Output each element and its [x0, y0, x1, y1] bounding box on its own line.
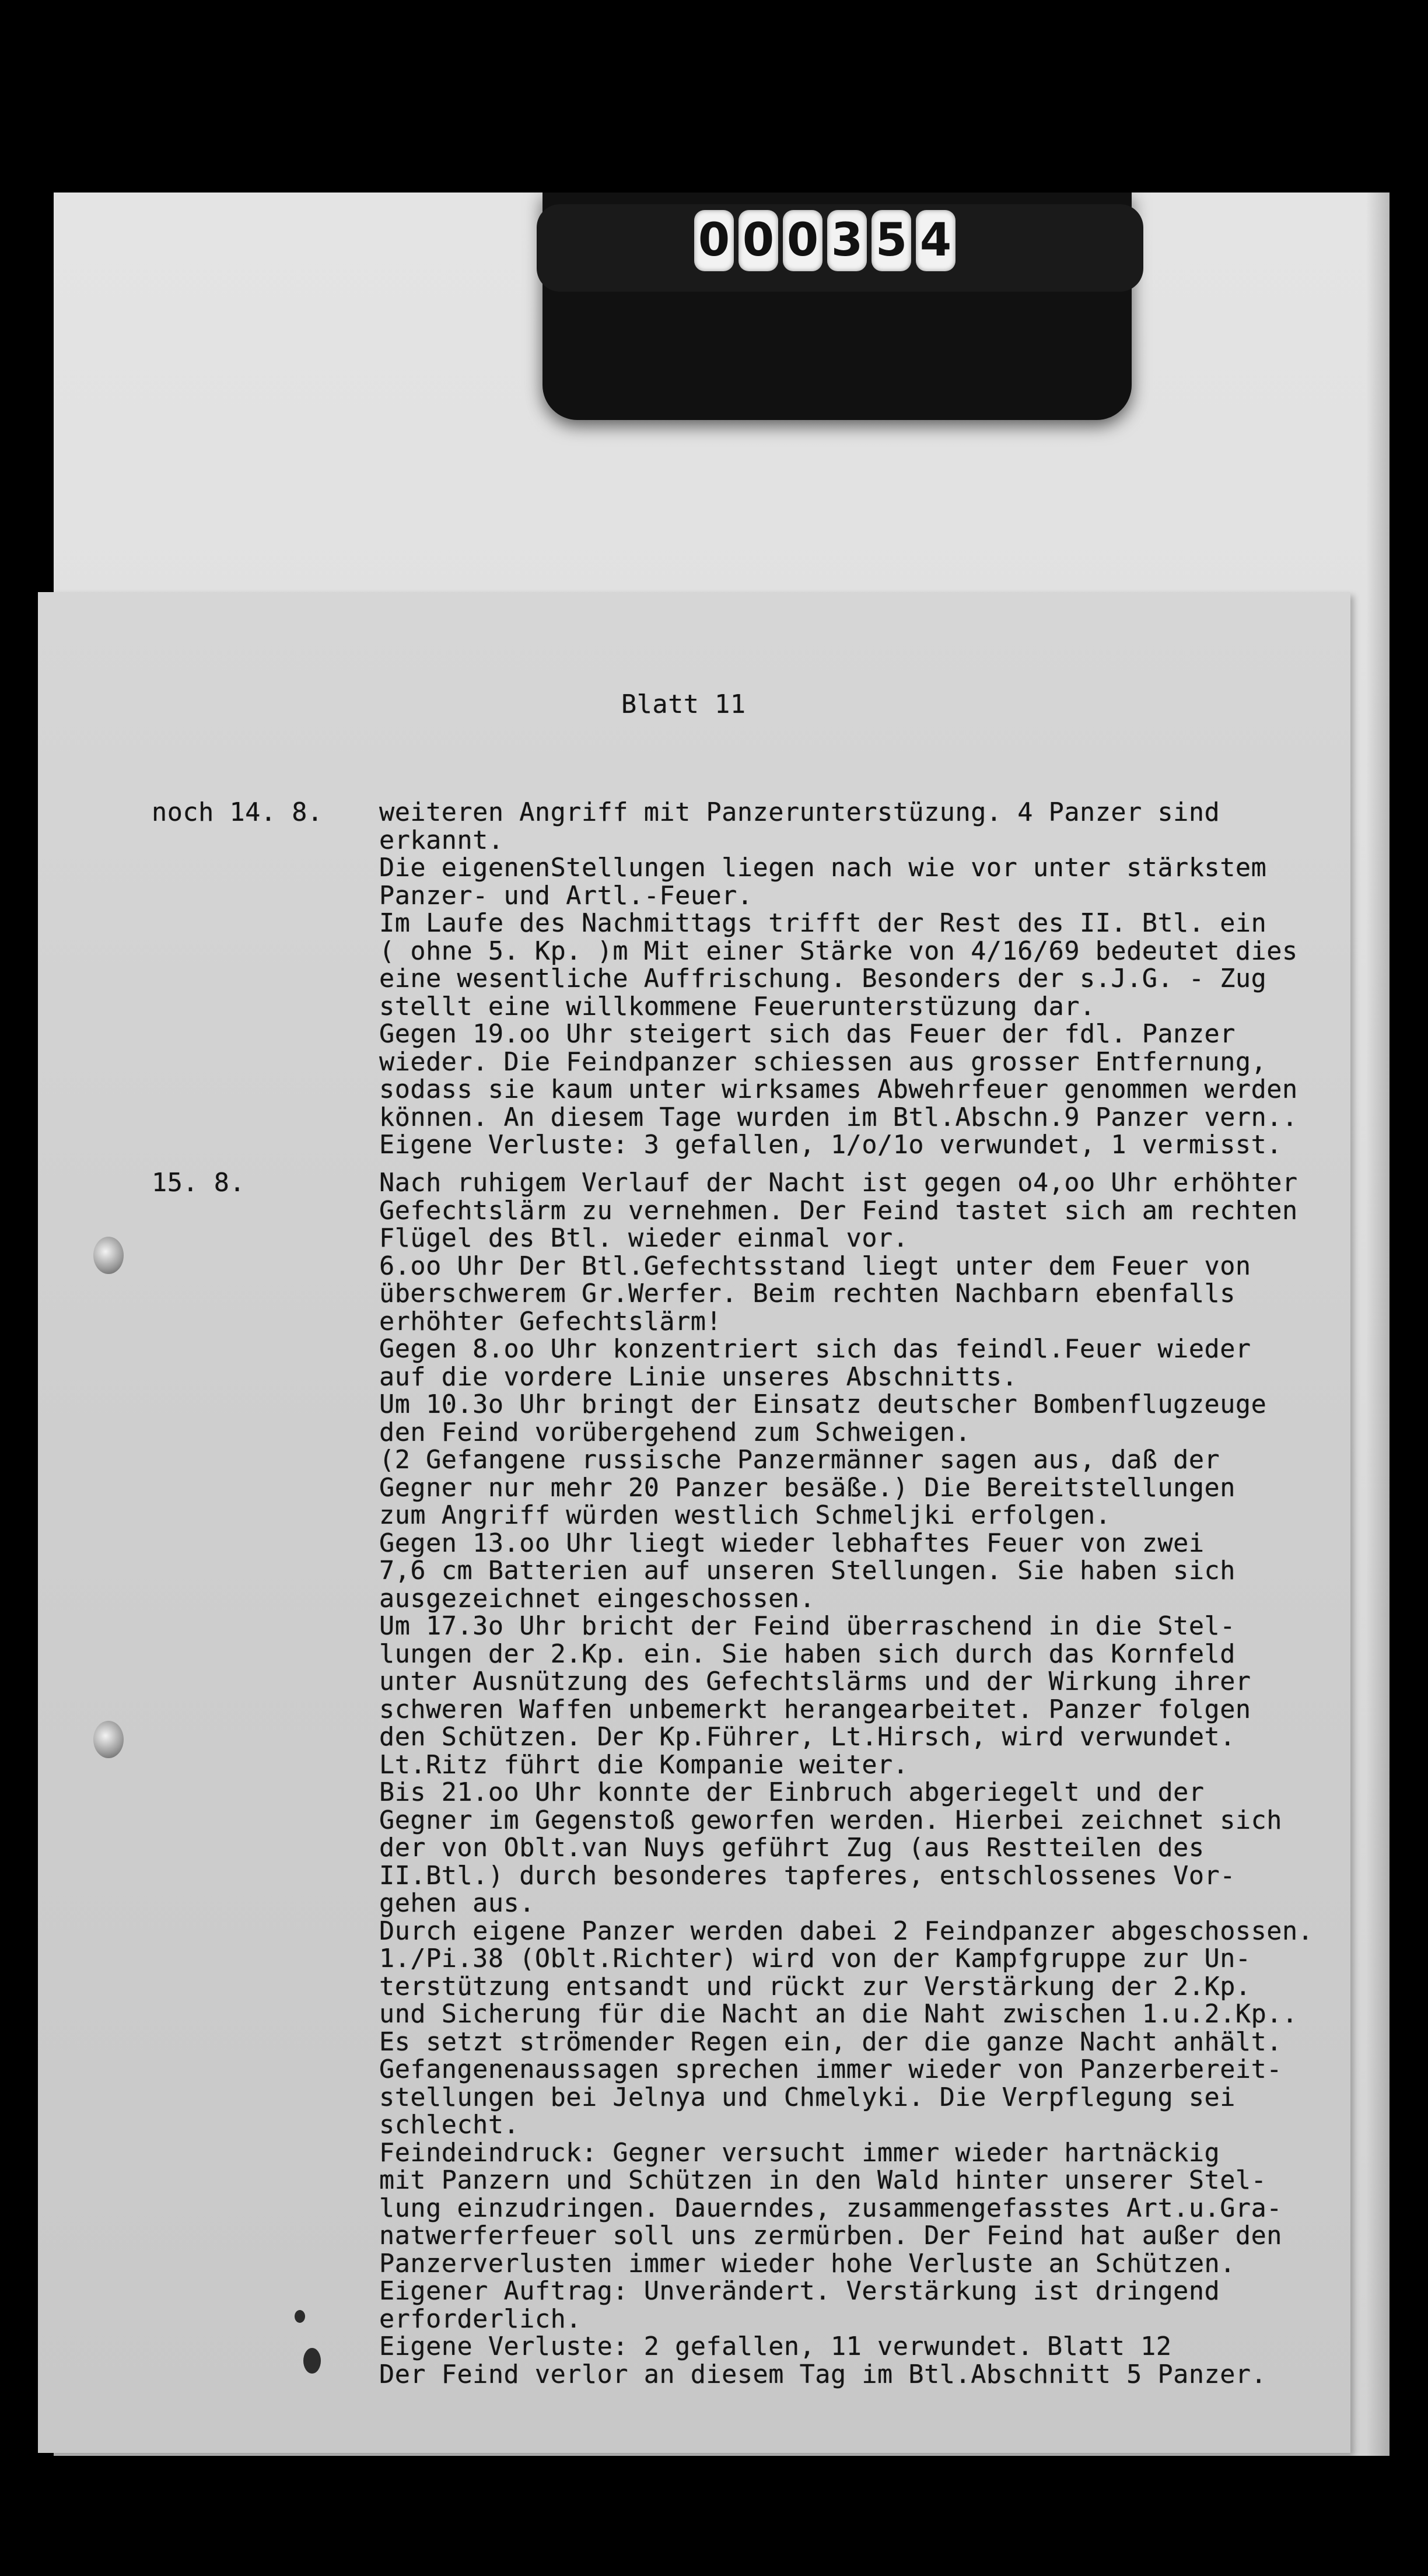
entry-line: Um 17.3o Uhr bricht der Feind überraschend in die Stel-: [379, 1612, 1236, 1641]
counter-digit: 0: [783, 210, 822, 271]
punch-hole: [93, 1721, 124, 1758]
entry-line: Eigene Verluste: 2 gefallen, 11 verwundet.: [379, 2332, 1033, 2361]
counter-digit: 0: [738, 210, 778, 271]
entry-line: überschwerem Gr.Werfer. Beim rechten Nachbarn ebenfalls: [379, 1279, 1236, 1308]
entry-line: Gegner nur mehr 20 Panzer besäße.) Die Bereitstellungen: [379, 1473, 1236, 1503]
counter-digits: [694, 210, 956, 271]
entry-line: Gegen 13.oo Uhr liegt wieder lebhaftes Feuer von zwei: [379, 1528, 1205, 1558]
entry-line: Es setzt strömender Regen ein, der die ganze Nacht anhält.: [379, 2027, 1282, 2057]
entry-line: natwerferfeuer soll uns zermürben. Der Feind hat außer den: [379, 2221, 1282, 2250]
entry-line: ausgezeichnet eingeschossen.: [379, 1584, 816, 1614]
counter-digit: 3: [827, 210, 867, 271]
entry-line: mit Panzern und Schützen in den Wald hinter unserer Stel-: [379, 2166, 1267, 2195]
page-header: Blatt 11: [621, 690, 746, 719]
entry-line: Panzer- und Artl.-Feuer.: [379, 881, 753, 911]
entry-line: erhöhter Gefechtslärm!: [379, 1307, 722, 1336]
entry-line: Panzerverlusten immer wieder hohe Verluste an Schützen.: [379, 2249, 1236, 2278]
entry-line: Flügel des Btl. wieder einmal vor.: [379, 1224, 909, 1253]
entry-line: Durch eigene Panzer werden dabei 2 Feindpanzer abgeschossen.: [379, 1916, 1314, 1946]
entry-line: Lt.Ritz führt die Kompanie weiter.: [379, 1750, 909, 1780]
entry-line: lungen der 2.Kp. ein. Sie haben sich durch das Kornfeld: [379, 1639, 1236, 1669]
entry-line: Der Feind verlor an diesem Tag im Btl.Abschnitt 5 Panzer.: [379, 2360, 1267, 2389]
entry-line: sodass sie kaum unter wirksames Abwehrfeuer genommen werden: [379, 1075, 1298, 1104]
entry-line: lung einzudringen. Dauerndes, zusammengefasstes Art.u.Gra-: [379, 2193, 1282, 2223]
typed-document-page: [38, 592, 1350, 2453]
entry-line: II.Btl.) durch besonderes tapferes, entschlossenes Vor-: [379, 1861, 1236, 1891]
entry-line: terstützung entsandt und rückt zur Verstärkung der 2.Kp.: [379, 1972, 1251, 2001]
entry-line: zum Angriff würden westlich Schmeljki erfolgen.: [379, 1501, 1111, 1530]
entry-line: gehen aus.: [379, 1889, 535, 1918]
counter-digit: 0: [694, 210, 734, 271]
counter-digit: 5: [872, 210, 911, 271]
entry-line: Um 10.3o Uhr bringt der Einsatz deutscher Bombenflugzeuge: [379, 1390, 1267, 1419]
entry-line: (2 Gefangene russische Panzermänner sagen aus, daß der: [379, 1446, 1220, 1475]
entry-line: ( ohne 5. Kp. )m Mit einer Stärke von 4/16/69 bedeutet dies: [379, 936, 1298, 966]
page-footer: Blatt 12: [1047, 2332, 1172, 2361]
entry-line: 7,6 cm Batterien auf unseren Stellungen. Sie haben sich: [379, 1556, 1236, 1586]
entry-line: schweren Waffen unbemerkt herangearbeitet. Panzer folgen: [379, 1695, 1251, 1724]
entry-line: Im Laufe des Nachmittags trifft der Rest des II. Btl. ein: [379, 909, 1267, 938]
entry-line: Bis 21.oo Uhr konnte der Einbruch abgeriegelt und der: [379, 1778, 1205, 1807]
entry-line: Eigener Auftrag: Unverändert. Verstärkung ist dringend: [379, 2277, 1220, 2306]
entry-line: 6.oo Uhr Der Btl.Gefechtsstand liegt unter dem Feuer von: [379, 1251, 1251, 1281]
ink-smudge: [303, 2348, 321, 2374]
entry-line: Die eigenenStellungen liegen nach wie vor unter stärkstem: [379, 853, 1267, 883]
entry-line: weiteren Angriff mit Panzerunterstüzung. 4 Panzer sind: [379, 798, 1220, 827]
entry-line: den Schützen. Der Kp.Führer, Lt.Hirsch, wird verwundet.: [379, 1723, 1236, 1752]
counter-digit: 4: [916, 210, 956, 271]
entry-line: Eigene Verluste: 3 gefallen, 1/o/1o verwundet, 1 vermisst.: [379, 1130, 1282, 1160]
entry-line: Gegner im Gegenstoß geworfen werden. Hierbei zeichnet sich: [379, 1805, 1282, 1835]
entry-line: eine wesentliche Auffrischung. Besonders der s.J.G. - Zug: [379, 964, 1267, 993]
punch-hole: [93, 1237, 124, 1274]
entry-date: noch 14. 8.: [152, 798, 323, 827]
entry-line: stellt eine willkommene Feuerunterstüzung dar.: [379, 992, 1096, 1021]
entry-line: unter Ausnützung des Gefechtslärms und der Wirkung ihrer: [379, 1667, 1251, 1696]
entry-line: erkannt.: [379, 825, 504, 855]
entry-line: der von Oblt.van Nuys geführt Zug (aus Restteilen des: [379, 1833, 1205, 1863]
entry-line: schlecht.: [379, 2110, 520, 2140]
entry-line: erforderlich.: [379, 2304, 582, 2334]
frame-counter-clip: [542, 192, 1132, 420]
entry-line: Nach ruhigem Verlauf der Nacht ist gegen o4,oo Uhr erhöhter: [379, 1168, 1298, 1198]
ink-smudge: [295, 2310, 305, 2323]
entry-line: auf die vordere Linie unseres Abschnitts.: [379, 1362, 1018, 1392]
entry-line: den Feind vorübergehend zum Schweigen.: [379, 1418, 971, 1447]
entry-line: 1./Pi.38 (Oblt.Richter) wird von der Kampfgruppe zur Un-: [379, 1944, 1251, 1973]
entry-line: Gegen 8.oo Uhr konzentriert sich das feindl.Feuer wieder: [379, 1335, 1251, 1364]
entry-line: können. An diesem Tage wurden im Btl.Abschn.9 Panzer vern..: [379, 1102, 1298, 1132]
entry-date: 15. 8.: [152, 1168, 246, 1198]
entry-line: und Sicherung für die Nacht an die Naht zwischen 1.u.2.Kp..: [379, 2000, 1298, 2029]
card-shadow-edge: [1366, 192, 1390, 2456]
entry-line: Feindeindruck: Gegner versucht immer wieder hartnäckig: [379, 2138, 1220, 2168]
entry-line: stellungen bei Jelnya und Chmelyki. Die Verpflegung sei: [379, 2082, 1236, 2112]
entry-line: Gefangenenaussagen sprechen immer wieder von Panzerbereit-: [379, 2055, 1282, 2084]
entry-line: wieder. Die Feindpanzer schiessen aus grosser Entfernung,: [379, 1047, 1267, 1077]
entry-line: Gegen 19.oo Uhr steigert sich das Feuer der fdl. Panzer: [379, 1020, 1236, 1049]
entry-line: Gefechtslärm zu vernehmen. Der Feind tastet sich am rechten: [379, 1196, 1298, 1226]
